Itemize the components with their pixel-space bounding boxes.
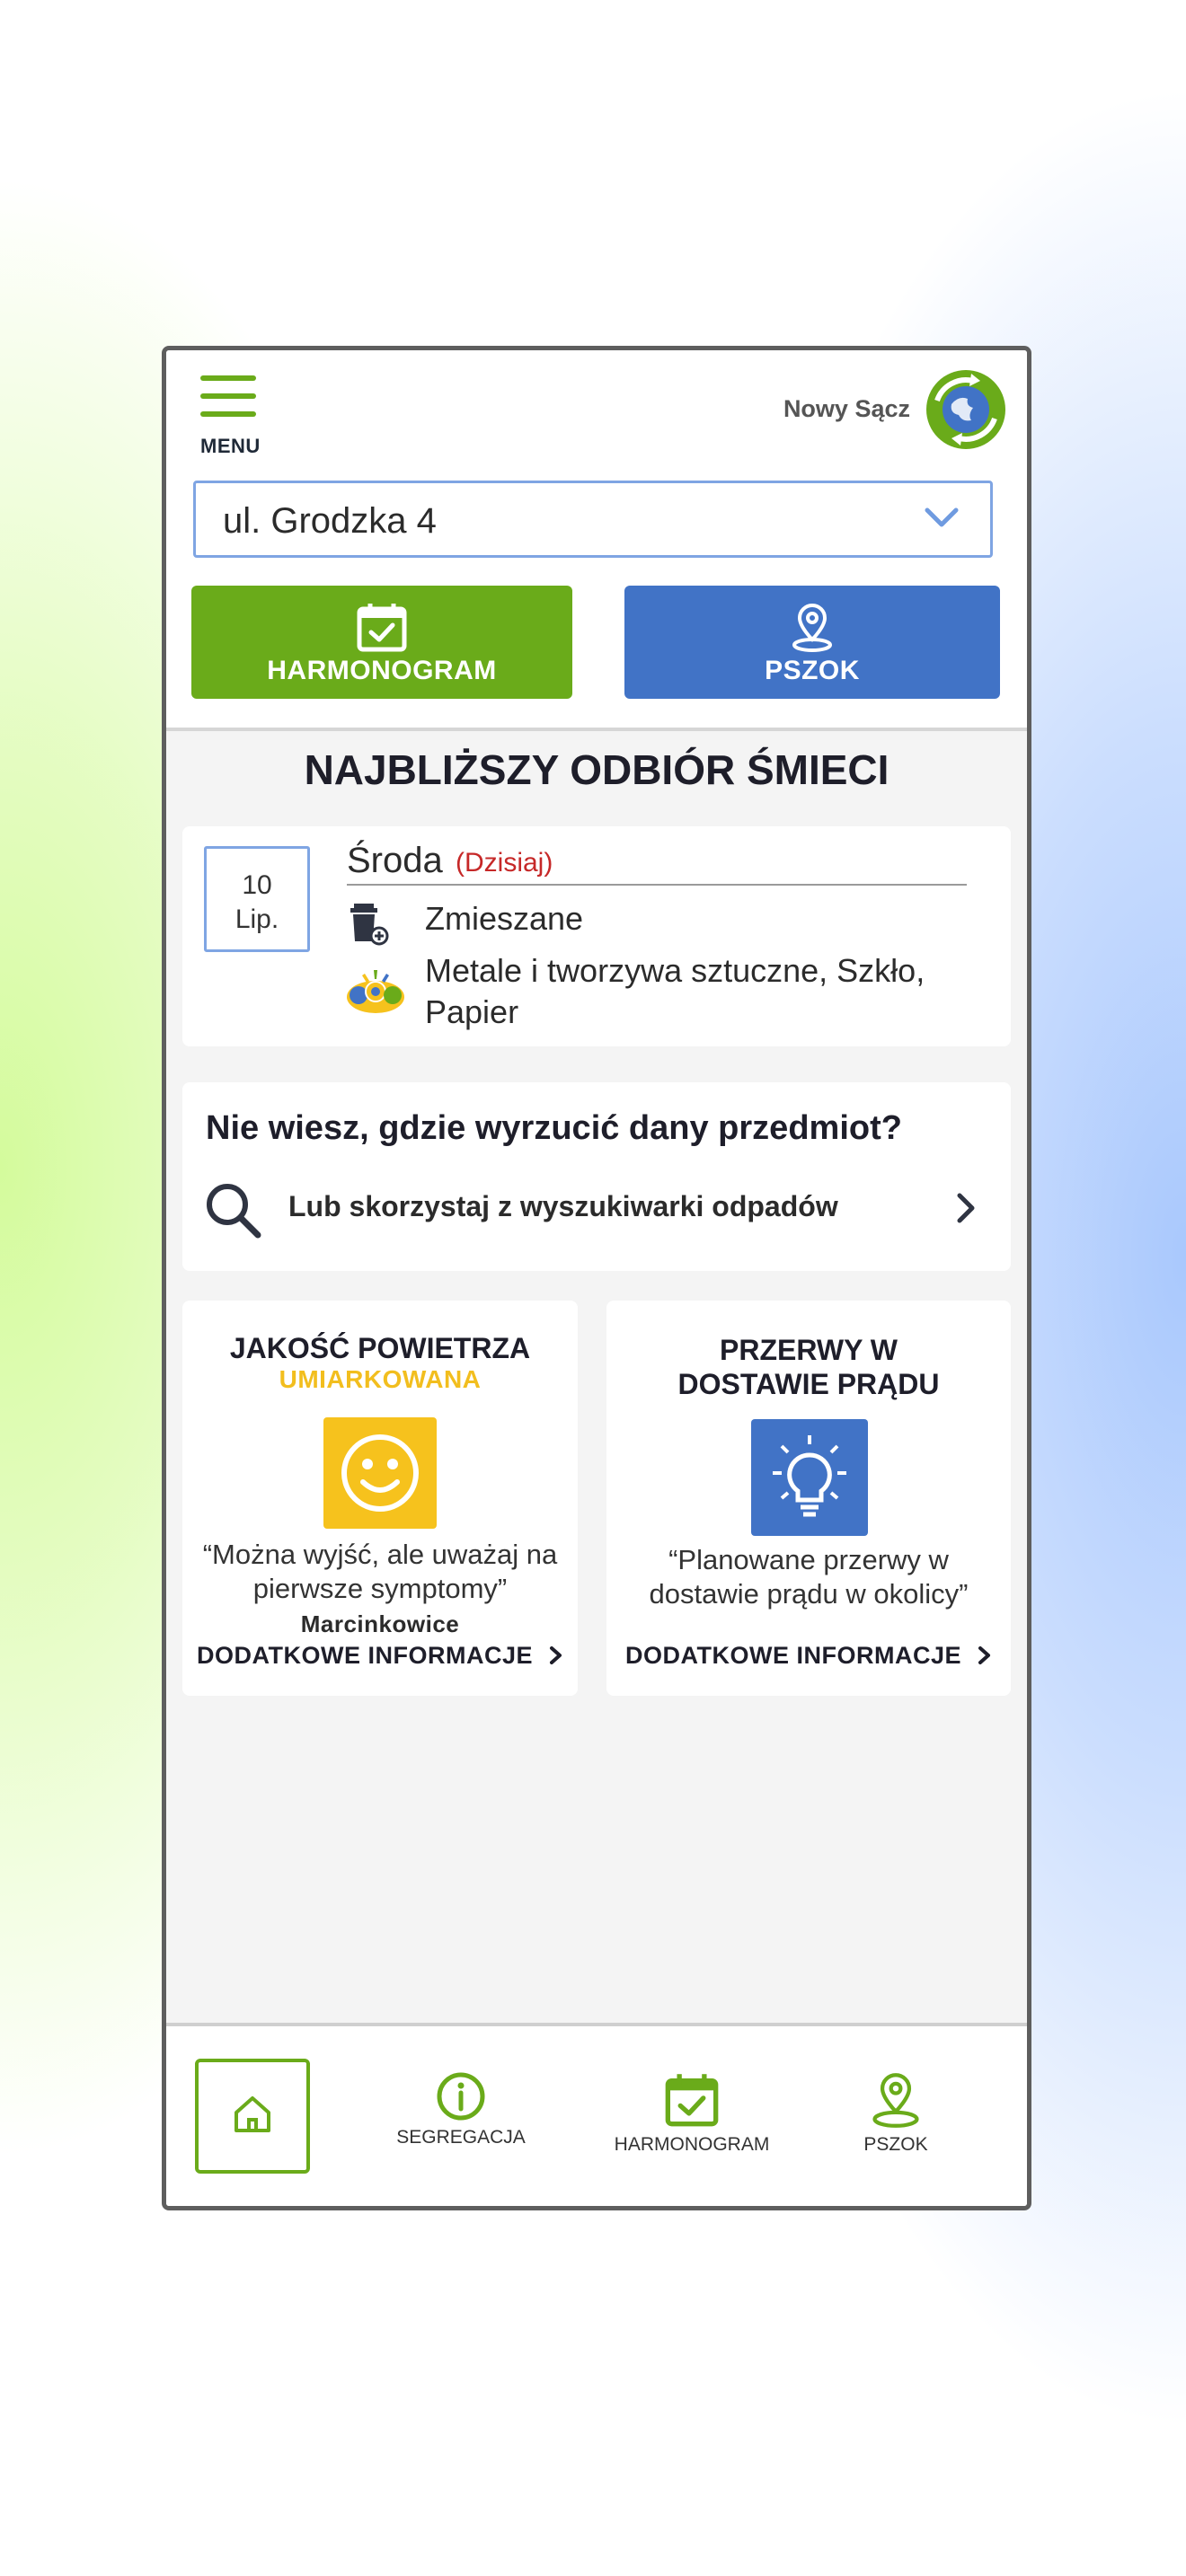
air-quality-quote: “Można wyjść, ale uważaj na pierwsze symptomy” [202, 1539, 558, 1604]
hamburger-icon [200, 375, 256, 417]
date-day: 10 [242, 870, 272, 900]
power-outage-title-line2: DOSTAWIE PRĄDU [677, 1368, 940, 1400]
air-more-info-link[interactable] [182, 1642, 578, 1670]
menu-label: MENU [200, 435, 261, 457]
bottom-navigation [166, 2023, 1027, 2210]
smiley-face-icon [323, 1417, 437, 1529]
waste-type-mixed: Zmieszane [425, 900, 584, 937]
city-name: Nowy Sącz [783, 395, 910, 422]
calendar-check-icon [663, 2071, 721, 2129]
power-outage-quote: “Planowane przerwy w dostawie prądu w okolicy” [649, 1544, 969, 1610]
header [166, 350, 1027, 731]
nav-segregacja-label: SEGREGACJA [396, 2127, 526, 2148]
nav-home[interactable] [195, 2059, 310, 2174]
power-outage-card[interactable] [606, 1301, 1011, 1696]
divider [347, 884, 967, 886]
trash-bin-icon [347, 898, 392, 947]
power-outage-title-line1: PRZERWY W [720, 1334, 898, 1366]
waste-type-segregated: Metale i tworzywa sztuczne, Szkło, Papier [425, 952, 925, 1030]
light-bulb-icon [751, 1419, 868, 1536]
nav-pszok[interactable] [842, 2071, 950, 2156]
chevron-right-icon [955, 1192, 977, 1224]
air-quality-location: Marcinkowice [300, 1610, 460, 1637]
address-value: ul. Grodzka 4 [223, 501, 437, 541]
air-quality-status: UMIARKOWANA [279, 1365, 482, 1393]
power-outage-title [606, 1333, 1011, 1401]
chevron-down-icon [924, 505, 960, 532]
info-icon [436, 2071, 486, 2122]
air-quality-card[interactable] [182, 1301, 578, 1696]
recycling-globe-logo-icon [925, 368, 1007, 451]
power-more-info-link[interactable] [606, 1642, 1011, 1670]
search-question: Nie wiesz, gdzie wyrzucić dany przedmiot? [206, 1109, 902, 1147]
address-select[interactable] [193, 481, 993, 558]
pszok-button[interactable] [624, 586, 1000, 699]
waste-search-card[interactable] [182, 1082, 1011, 1271]
date-month: Lip. [235, 904, 279, 934]
nav-harmonogram[interactable] [597, 2071, 786, 2156]
home-icon [231, 2093, 274, 2136]
harmonogram-button[interactable] [191, 586, 572, 699]
power-more-info-label: DODATKOWE INFORMACJE [624, 1642, 961, 1669]
chevron-right-icon [978, 1645, 992, 1665]
app-screen [162, 346, 1031, 2210]
calendar-check-icon [355, 600, 409, 654]
pickup-weekday: Środa [347, 841, 443, 880]
next-pickup-card[interactable] [182, 826, 1011, 1046]
section-title: NAJBLIŻSZY ODBIÓR ŚMIECI [304, 746, 890, 793]
chevron-right-icon [549, 1645, 563, 1665]
date-badge [204, 846, 310, 952]
air-quality-title: JAKOŚĆ POWIETRZA [229, 1332, 531, 1364]
search-link: Lub skorzystaj z wyszukiwarki odpadów [288, 1190, 838, 1222]
nav-pszok-label: PSZOK [863, 2134, 928, 2155]
search-icon [204, 1181, 261, 1239]
segregated-waste-icon [344, 966, 407, 1015]
nav-segregacja[interactable] [389, 2071, 533, 2148]
air-more-info-label: DODATKOWE INFORMACJE [196, 1642, 533, 1669]
harmonogram-button-label: HARMONOGRAM [267, 656, 497, 685]
today-label: (Dzisiaj) [456, 848, 553, 878]
pszok-button-label: PSZOK [765, 656, 860, 685]
location-pin-icon [867, 2071, 925, 2129]
nav-harmonogram-label: HARMONOGRAM [614, 2134, 770, 2155]
menu-button[interactable] [200, 375, 272, 456]
location-pin-icon [785, 600, 839, 654]
